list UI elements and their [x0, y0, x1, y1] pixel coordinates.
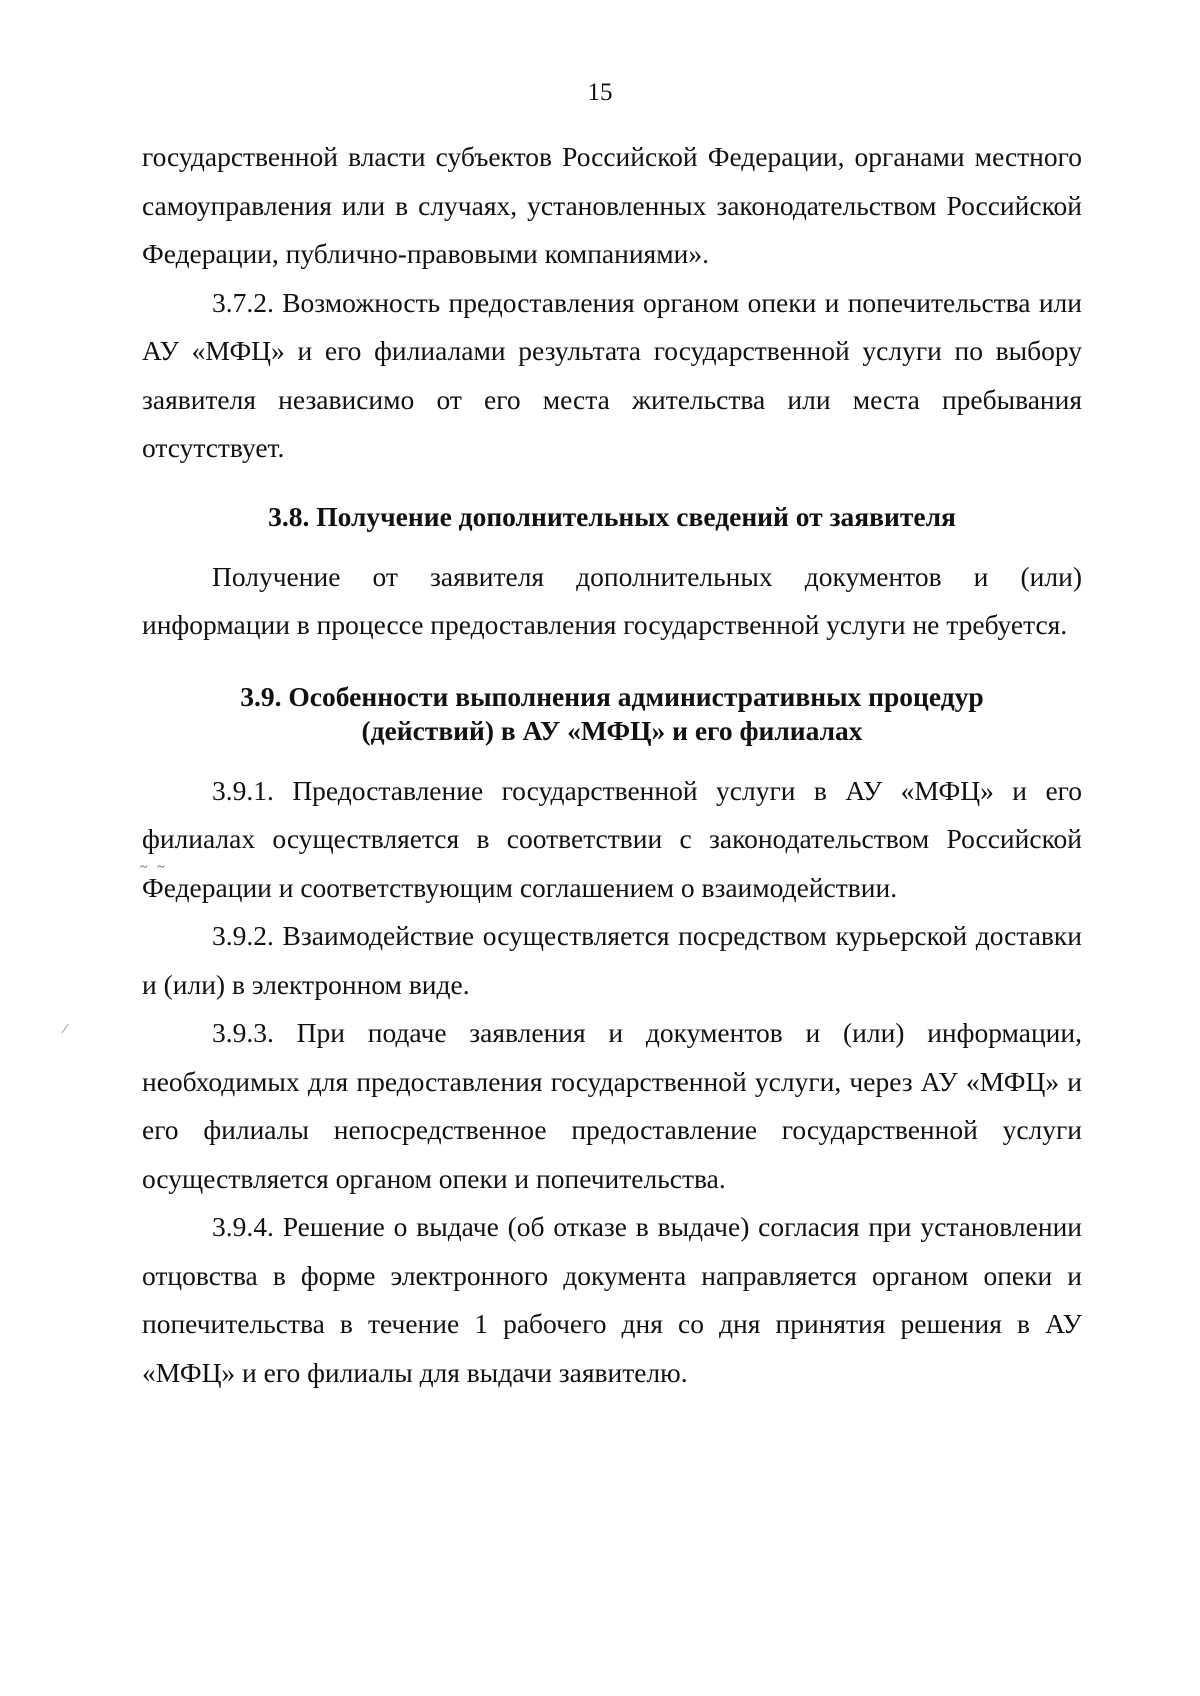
section-heading-3-9-line-2: (действий) в АУ «МФЦ» и его филиалах	[361, 714, 863, 746]
paragraph-3-9-3: 3.9.3. При подаче заявления и документов и (или) информации, необходимых для предоставления государственной услуги, через АУ «МФЦ» и его филиалы непосредственное предоставление государственной услуги осуществляется органом опеки и попечительства.	[142, 1017, 1082, 1194]
paragraph-3-9-2: 3.9.2. Взаимодействие осуществляется посредством курьерской доставки и (или) в электронном виде.	[142, 920, 1082, 1000]
scan-artifact-speck: ⁄	[64, 1022, 67, 1037]
page-number: 15	[587, 79, 613, 106]
paragraph-continuation: государственной власти субъектов Российской Федерации, органами местного самоуправления или в случаях, установленных законодательством Российской Федерации, публично-правовыми компаниями».	[142, 141, 1082, 269]
section-heading-3-8: 3.8. Получение дополнительных сведений от заявителя	[268, 500, 956, 532]
section-heading-3-9	[142, 680, 1082, 748]
paragraph-3-7-2: 3.7.2. Возможность предоставления органом опеки и попечительства или АУ «МФЦ» и его филиалами результата государственной услуги по выбору заявителя независимо от его места жительства или места пребывания отсутствует.	[142, 286, 1082, 463]
paragraph-3-9-1: 3.9.1. Предоставление государственной услуги в АУ «МФЦ» и его филиалах осуществляется в соответствии с законодательством Российской Федерации и соответствующим соглашением о взаимодействии.	[142, 774, 1082, 903]
paragraph-3-9-4: 3.9.4. Решение о выдаче (об отказе в выдаче) согласия при установлении отцовства в форме электронного документа направляется органом опеки и попечительства в течение 1 рабочего дня со дня принятия решения в АУ «МФЦ» и его филиалы для выдачи заявителю.	[142, 1211, 1082, 1388]
document-body	[142, 133, 1082, 1397]
section-heading-3-9-line-1: 3.9. Особенности выполнения административных процедур	[240, 680, 984, 712]
scan-artifact-mark: ~ ~	[140, 860, 168, 875]
paragraph-3-8: Получение от заявителя дополнительных документов и (или) информации в процессе предоставления государственной услуги не требуется.	[142, 560, 1082, 640]
